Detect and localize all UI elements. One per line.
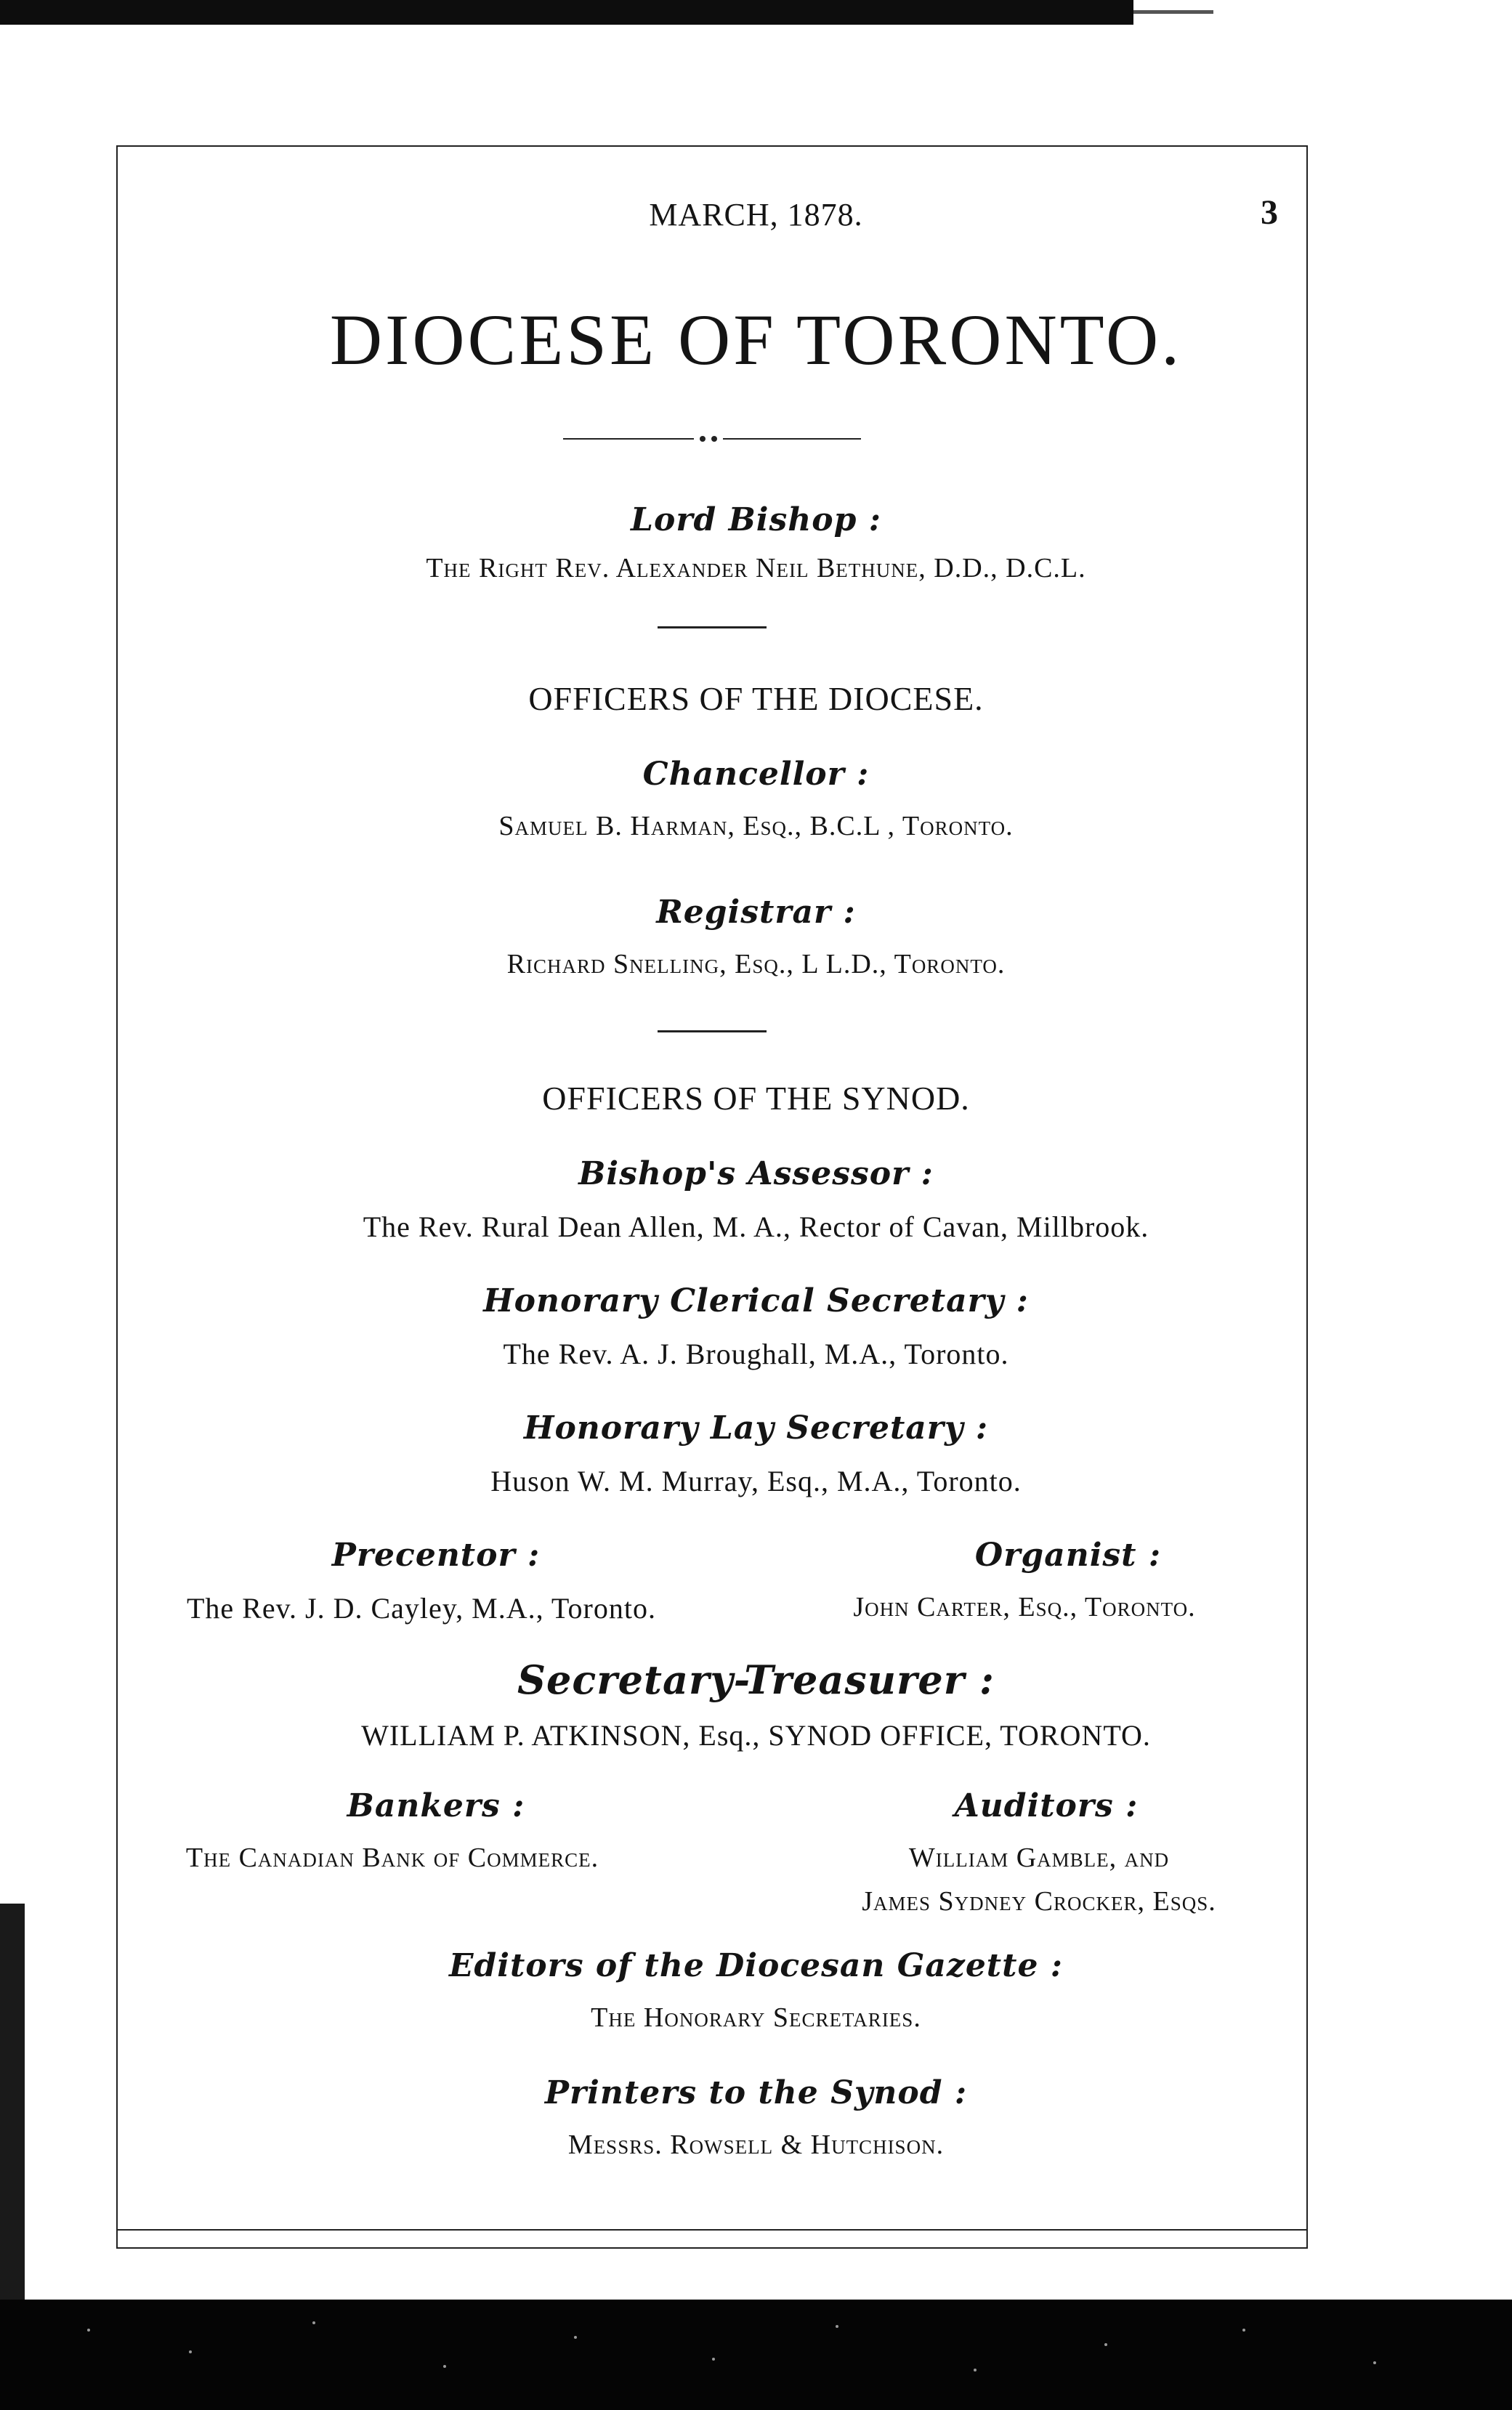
lord-bishop-label: Lord Bishop :	[631, 501, 881, 538]
editors-label: Editors of the Diocesan Gazette :	[448, 1947, 1064, 1984]
title-ornament	[563, 436, 861, 442]
chancellor-name: Samuel B. Harman, Esq., B.C.L , Toronto.	[498, 811, 1014, 841]
registrar-label: Registrar :	[656, 894, 856, 931]
printers-label: Printers to the Synod :	[544, 2074, 968, 2111]
organist-name: John Carter, Esq., Toronto.	[853, 1592, 1196, 1622]
editors-name: The Honorary Secretaries.	[591, 2002, 921, 2033]
organist-label: Organist :	[974, 1537, 1162, 1574]
bankers-name: The Canadian Bank of Commerce.	[185, 1843, 599, 1873]
section-rule	[658, 1030, 767, 1032]
registrar-name: Richard Snelling, Esq., L L.D., Toronto.	[506, 949, 1006, 979]
lay-secretary-name: Huson W. M. Murray, Esq., M.A., Toronto.	[490, 1465, 1022, 1497]
diocese-officers-heading: OFFICERS OF THE DIOCESE.	[528, 680, 984, 717]
printers-name: Messrs. Rowsell & Hutchison.	[567, 2130, 945, 2160]
clerical-secretary-label: Honorary Clerical Secretary :	[483, 1282, 1029, 1319]
precentor-name: The Rev. J. D. Cayley, M.A., Toronto.	[187, 1592, 656, 1625]
page-number: 3	[1261, 193, 1278, 232]
clerical-secretary-name: The Rev. A. J. Broughall, M.A., Toronto.	[503, 1338, 1009, 1370]
lord-bishop-name: The Right Rev. Alexander Neil Bethune, D.D., D.C.L.	[426, 553, 1086, 583]
bankers-label: Bankers :	[347, 1787, 525, 1824]
precentor-label: Precentor :	[331, 1537, 541, 1574]
auditors-name-line1: William Gamble, and	[908, 1843, 1170, 1873]
secretary-treasurer-name: WILLIAM P. ATKINSON, Esq., SYNOD OFFICE, TORONTO.	[361, 1719, 1151, 1752]
top-scan-bar	[0, 0, 1133, 25]
page-title: DIOCESE OF TORONTO.	[329, 299, 1183, 380]
chancellor-label: Chancellor :	[642, 756, 870, 793]
top-scan-bar-tail	[1133, 10, 1213, 14]
bishops-assessor-label: Bishop's Assessor :	[578, 1155, 934, 1192]
bottom-scan-band	[0, 2300, 1512, 2410]
auditors-label: Auditors :	[954, 1787, 1139, 1824]
lay-secretary-label: Honorary Lay Secretary :	[523, 1410, 989, 1447]
bishops-assessor-name: The Rev. Rural Dean Allen, M. A., Rector of Cavan, Millbrook.	[363, 1210, 1149, 1243]
running-head: MARCH, 1878.	[649, 197, 863, 232]
secretary-treasurer-label: Secretary-Treasurer :	[517, 1657, 995, 1703]
page-frame	[116, 145, 1308, 2249]
section-rule	[658, 626, 767, 628]
frame-bottom-rule	[116, 2229, 1308, 2231]
synod-officers-heading: OFFICERS OF THE SYNOD.	[542, 1080, 970, 1117]
auditors-name-line2: James Sydney Crocker, Esqs.	[862, 1886, 1216, 1917]
